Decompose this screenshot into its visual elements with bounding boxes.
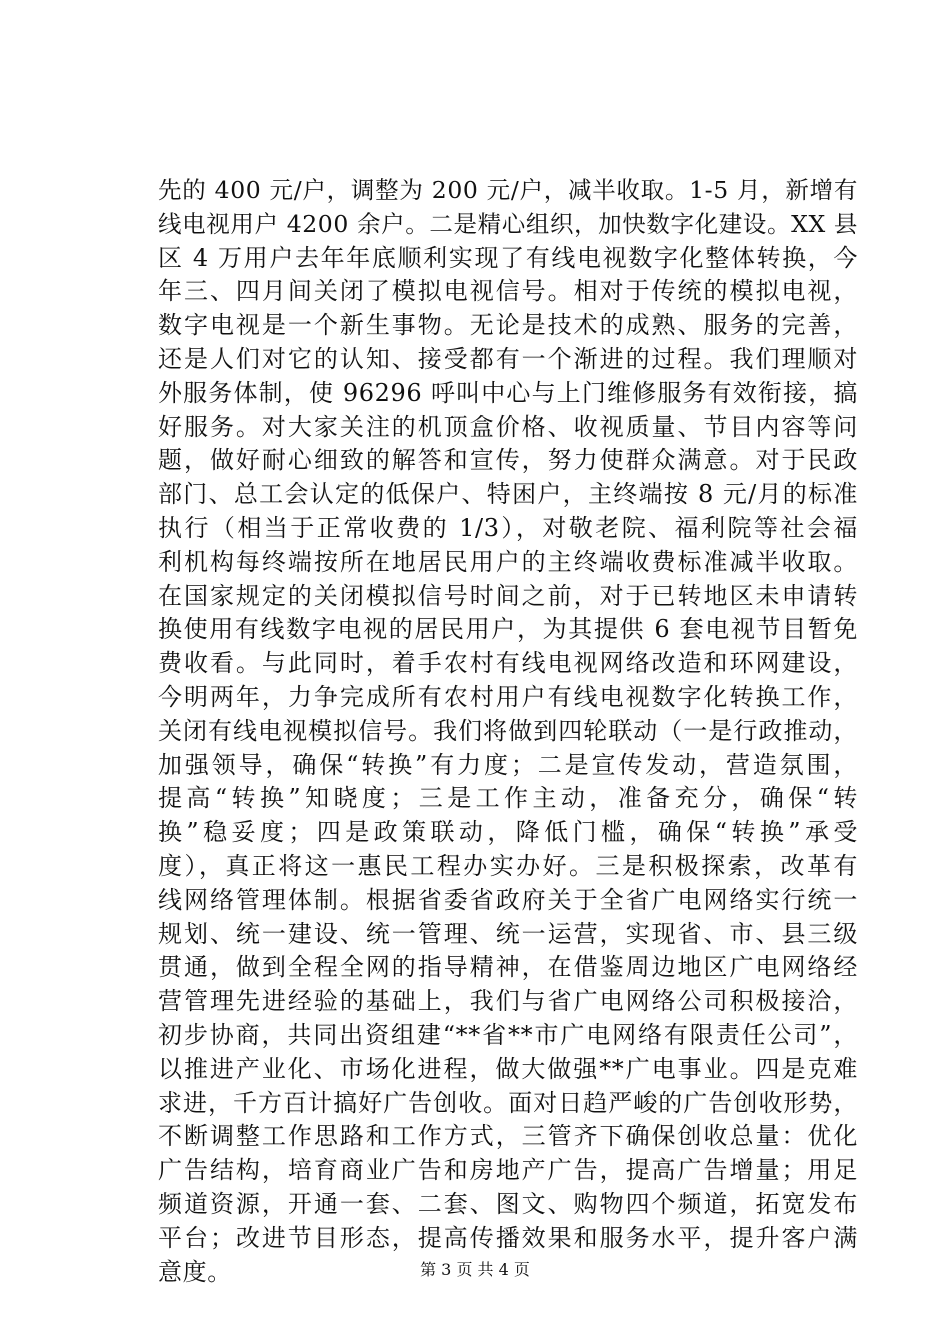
text-line: 求进，千方百计搞好广告创收。面对日趋严峻的广告创收形势， (158, 1088, 858, 1117)
text-line: 贯通，做到全程全网的指导精神，在借鉴周边地区广电网络经 (158, 953, 858, 982)
text-line: 频道资源，开通一套、二套、图文、购物四个频道，拓宽发布 (158, 1189, 858, 1218)
text-line: 加强领导，确保“转换”有力度；二是宣传发动，营造氛围， (158, 750, 858, 779)
text-line: 以推进产业化、市场化进程，做大做强**广电事业。四是克难 (158, 1054, 858, 1083)
text-line: 换使用有线数字电视的居民用户，为其提供 6 套电视节目暂免 (158, 615, 858, 644)
text-line: 好服务。对大家关注的机顶盒价格、收视质量、节目内容等问 (158, 412, 858, 441)
text-line: 区 4 万用户去年年底顺利实现了有线电视数字化整体转换，今 (158, 243, 858, 272)
text-line: 度），真正将这一惠民工程办实办好。三是积极探索，改革有 (158, 851, 858, 880)
text-line: 今明两年，力争完成所有农村用户有线电视数字化转换工作， (158, 682, 858, 711)
text-line: 初步协商，共同出资组建“**省**市广电网络有限责任公司”， (158, 1020, 858, 1049)
text-line: 平台；改进节目形态，提高传播效果和服务水平，提升客户满 (158, 1223, 858, 1252)
body-paragraph (158, 174, 858, 1289)
text-line: 在国家规定的关闭模拟信号时间之前，对于已转地区未申请转 (158, 581, 858, 610)
text-line: 年三、四月间关闭了模拟电视信号。相对于传统的模拟电视， (158, 277, 858, 306)
text-line: 关闭有线电视模拟信号。我们将做到四轮联动（一是行政推动， (158, 716, 858, 745)
text-line: 数字电视是一个新生事物。无论是技术的成熟、服务的完善， (158, 311, 858, 340)
text-line: 题，做好耐心细致的解答和宣传，努力使群众满意。对于民政 (158, 446, 858, 475)
text-line: 利机构每终端按所在地居民用户的主终端收费标准减半收取。 (158, 547, 858, 576)
text-line: 部门、总工会认定的低保户、特困户，主终端按 8 元/月的标准 (158, 480, 858, 509)
text-line: 广告结构，培育商业广告和房地产广告，提高广告增量；用足 (158, 1156, 858, 1185)
text-line: 执行（相当于正常收费的 1/3），对敬老院、福利院等社会福 (158, 513, 858, 542)
text-line: 费收看。与此同时，着手农村有线电视网络改造和环网建设， (158, 649, 858, 678)
text-line: 提高“转换”知晓度；三是工作主动，准备充分，确保“转 (158, 784, 858, 813)
text-line: 先的 400 元/户，调整为 200 元/户，减半收取。1-5 月，新增有 (158, 176, 858, 204)
text-line: 换”稳妥度；四是政策联动，降低门槛，确保“转换”承受 (158, 818, 858, 847)
text-line: 意度。 (158, 1257, 232, 1286)
page-footer: 第 3 页 共 4 页 (420, 1260, 530, 1279)
text-line: 规划、统一建设、统一管理、统一运营，实现省、市、县三级 (158, 919, 858, 948)
text-line: 不断调整工作思路和工作方式，三管齐下确保创收总量：优化 (158, 1122, 858, 1151)
text-line: 线网络管理体制。根据省委省政府关于全省广电网络实行统一 (158, 885, 858, 914)
text-line: 线电视用户 4200 余户。二是精心组织，加快数字化建设。XX 县 (158, 209, 858, 238)
text-line: 还是人们对它的认知、接受都有一个渐进的过程。我们理顺对 (158, 344, 858, 373)
text-line: 营管理先进经验的基础上，我们与省广电网络公司积极接洽， (158, 987, 858, 1016)
text-line: 外服务体制，使 96296 呼叫中心与上门维修服务有效衔接，搞 (158, 378, 858, 407)
